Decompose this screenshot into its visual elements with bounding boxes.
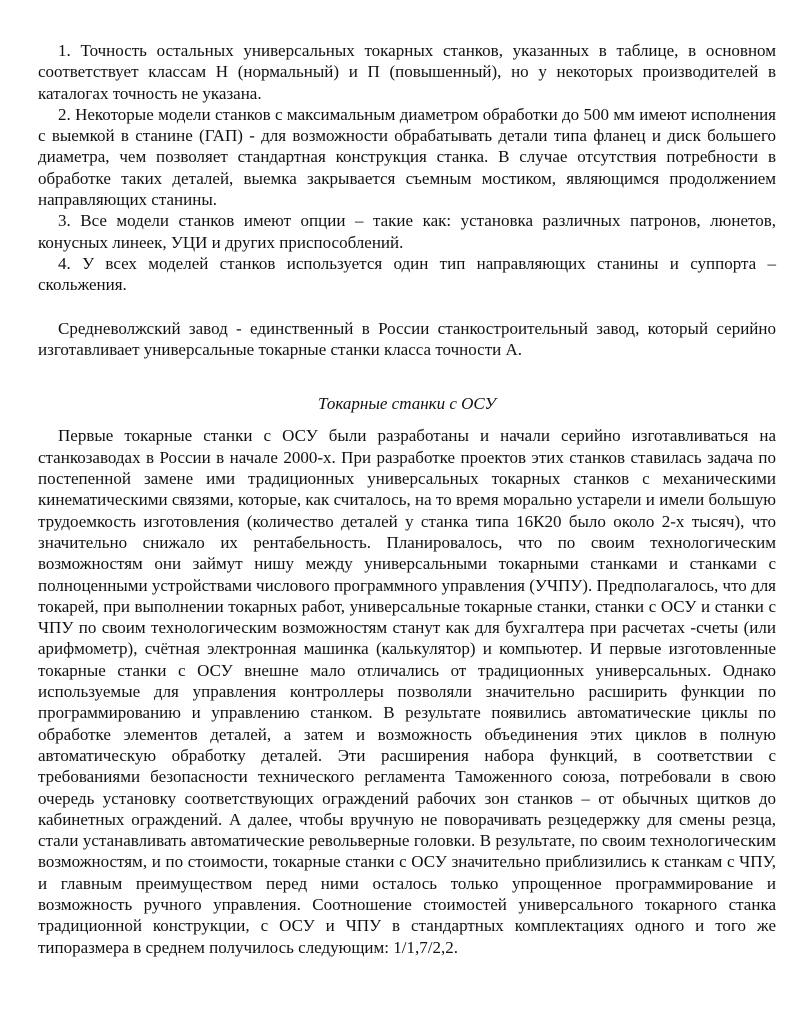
note-1: 1. Точность остальных универсальных токарных станков, указанных в таблице, в основном соответствует классам Н (нормальный) и П (повышенный), но у некоторых производителей в каталогах точность не указана. (38, 41, 776, 103)
note-4: 4. У всех моделей станков используется один тип направляющих станины и суппорта – скольжения. (38, 253, 776, 295)
note-2: 2. Некоторые модели станков с максимальным диаметром обработки до 500 мм имеют исполнения с выемкой в станине (ГАП) - для возможности обрабатывать детали типа фланец и диск большего диаметра, чем позволяет стандартная конструкция станка. В случае отсутствия потребности в обработке таких деталей, выемка закрывается съемным мостиком, являющимся продолжением направляющих станины. (38, 104, 776, 210)
spacer (38, 414, 776, 425)
spacer (38, 296, 776, 318)
note-3: 3. Все модели станков имеют опции – такие как: установка различных патронов, люнетов, конусных линеек, УЦИ и других приспособлений. (38, 211, 776, 252)
spacer (38, 360, 776, 393)
document-page (38, 40, 776, 958)
section-heading: Токарные станки с ОСУ (318, 394, 496, 414)
factory-paragraph: Средневолжский завод - единственный в России станкостроительный завод, который серийно изготавливает универсальные токарные станки класса точности А. (38, 318, 776, 359)
body-paragraph: Первые токарные станки с ОСУ были разработаны и начали серийно изготавливаться на станкозаводах в России в начале 2000-х. При разработке проектов этих станков ставилась задача по постепенной замене ими традиционных универсальных токарных станков с механическими кинематическими связями, которые, как считалось, на то время морально устарели и имели большую трудоемкость изготовления (количество деталей у станка типа 16К20 было около 2-х тысяч), что значительно снижало их рентабельность. Планировалось, что по своим технологическим возможностям они займут нишу между универсальными токарными станками и станками с полноценными устройствами числового программного управления (УЧПУ). Предполагалось, что для токарей, при выполнении токарных работ, универсальные токарные станки, станки с ОСУ и станки с ЧПУ по своим технологическим возможностям станут как для бухгалтера при расчетах -счеты (или арифмометр), счётная электронная машинка (калькулятор) и компьютер. И первые изготовленные токарные станки с ОСУ внешне мало отличались от традиционных универсальных. Однако используемые для управления контроллеры позволяли значительно расширить функции по программированию и управлению станком. В результате появились автоматические циклы по обработке элементов деталей, а затем и возможность объединения этих циклов в полную автоматическую обработку деталей. Эти расширения набора функций, в соответствии с требованиями безопасности технического регламента Таможенного союза, потребовали в свою очередь установку соответствующих ограждений рабочих зон станков – от обычных щитков до кабинетных ограждений. А далее, чтобы вручную не поворачивать резцедержку для смены резца, стали устанавливать автоматические револьверные головки. В результате, по своим технологическим возможностям, и по стоимости, токарные станки с ОСУ значительно приблизились к станкам с ЧПУ, и главным преимуществом перед ними осталось только упрощенное программирование и возможность ручного управления. Соотношение стоимостей универсального токарного станка традиционной конструкции, с ОСУ и ЧПУ в стандартных комплектациях одного и того же типоразмера в среднем получилось следующим: 1/1,7/2,2. (38, 426, 776, 957)
